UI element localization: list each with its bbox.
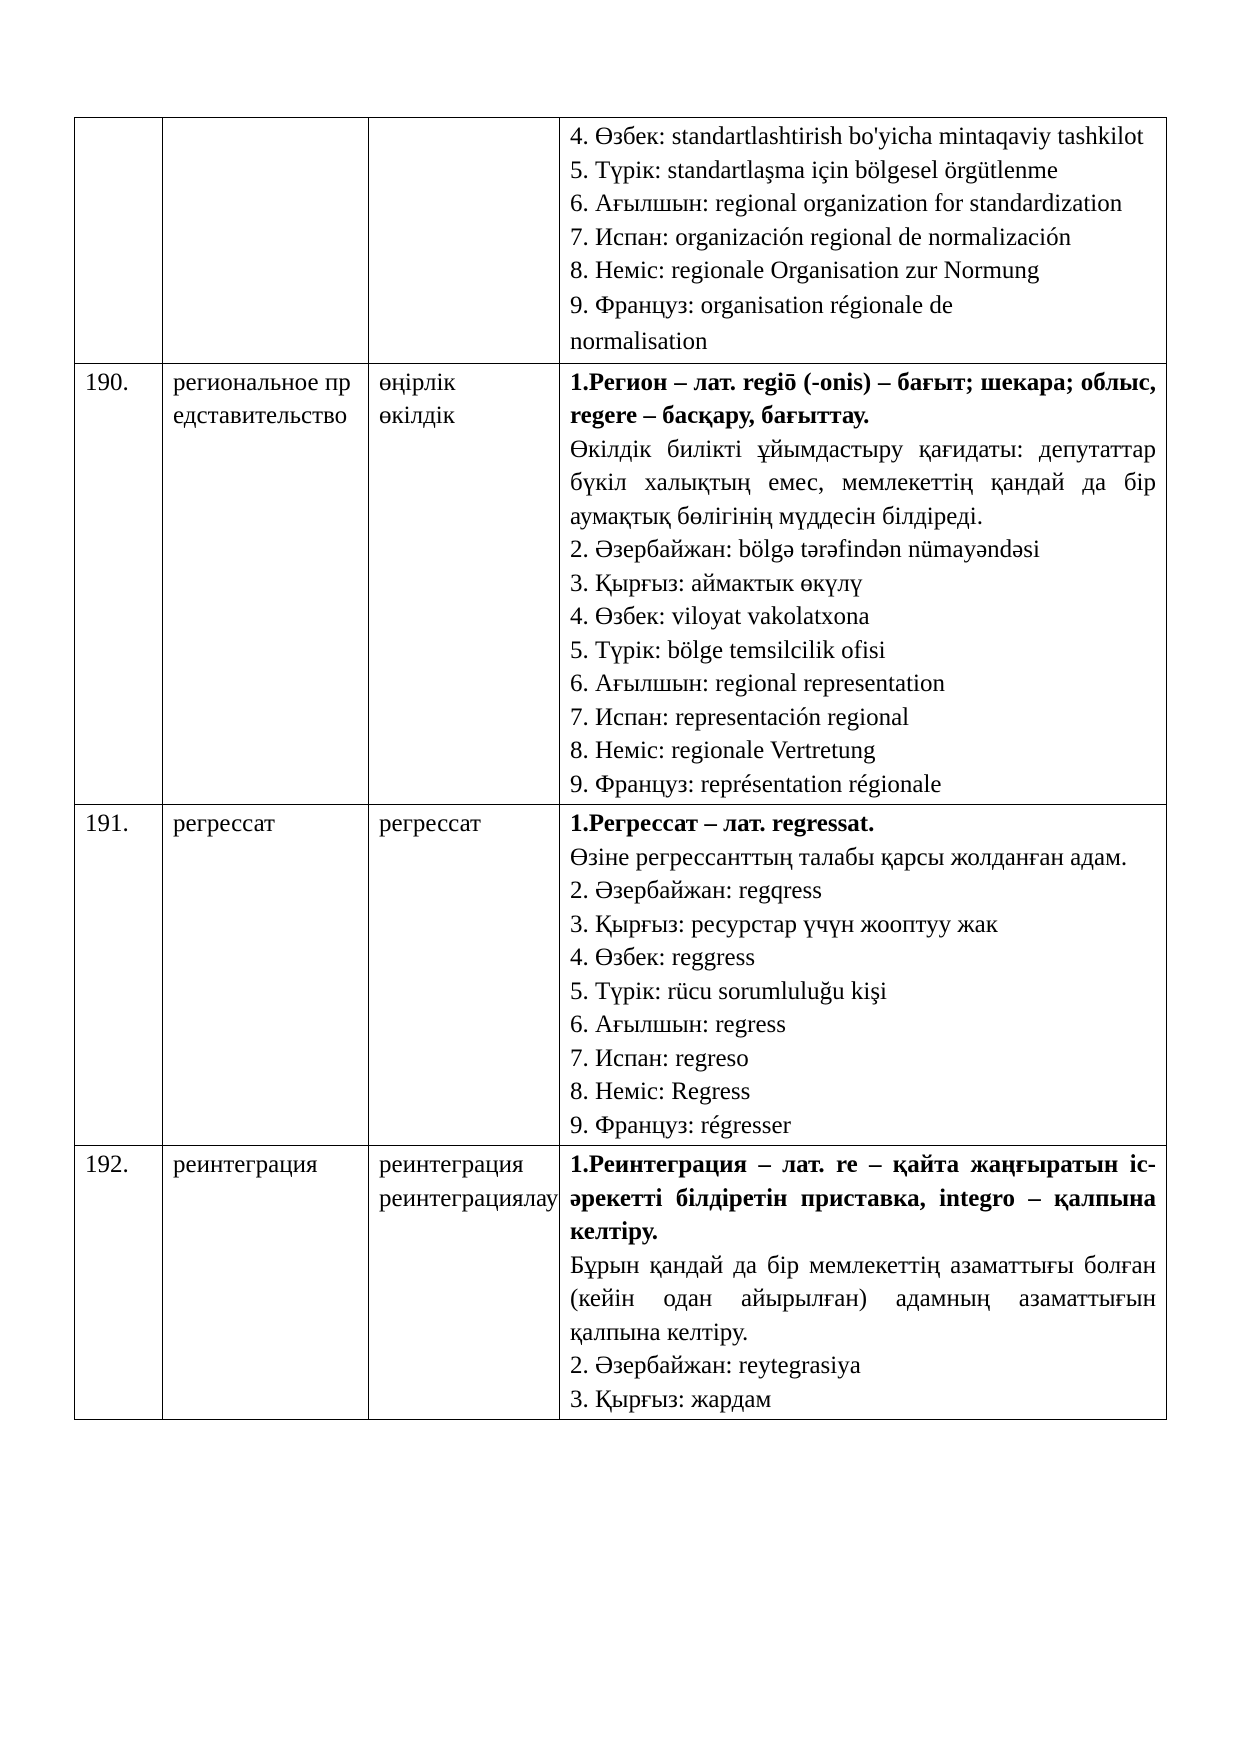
entry-number: [75, 118, 163, 364]
definition-cell: [560, 363, 1167, 805]
table-row: [75, 1146, 1167, 1420]
language-equivalent: 5. Түрік: rücu sorumluluğu kişi: [570, 977, 887, 1005]
etymology-heading: 1.Регрессат – лат. regressat.: [570, 810, 875, 837]
language-equivalent: 2. Әзербайжан: reytegrasiya: [570, 1352, 861, 1379]
language-equivalent: 7. Испан: regreso: [570, 1044, 749, 1072]
language-equivalent: 6. Ағылшын: regional representation: [570, 670, 945, 697]
kazakh-term-line: өкілдік: [379, 402, 455, 429]
language-equivalent: 2. Әзербайжан: regqress: [570, 877, 822, 904]
language-equivalent: 7. Испан: representación regional: [570, 703, 910, 731]
definition-cell: [560, 805, 1167, 1146]
kazakh-term-line: реинтеграциялау: [379, 1184, 559, 1212]
entry-number: 192.: [75, 1146, 163, 1420]
table-row: [75, 118, 1167, 364]
kazakh-term: [369, 363, 560, 805]
entry-number: 191.: [75, 805, 163, 1146]
language-equivalent: 6. Ағылшын: regional organization for standardization: [570, 190, 1123, 217]
dictionary-table: [74, 117, 1167, 1420]
language-equivalent: 9. Француз: organisation régionale de normalisation: [570, 291, 953, 355]
kazakh-term-line: регрессат: [379, 810, 481, 837]
etymology-heading: 1.Реинтеграция – лат. re – қайта жаңғыратын іс-әрекетті білдіретін приставка, integro – қалпына келтіру.: [570, 1151, 1156, 1245]
russian-term: регрессат: [163, 805, 369, 1146]
language-equivalent: 2. Әзербайжан: bölgə tərəfindən nümayəndəsi: [570, 536, 1040, 563]
kazakh-term: [369, 805, 560, 1146]
kazakh-term: [369, 118, 560, 364]
definition-cell: [560, 118, 1167, 364]
table-row: [75, 805, 1167, 1146]
definition-cell: [560, 1146, 1167, 1420]
table-row: [75, 363, 1167, 805]
definition-text: Өкілдік билікті ұйымдастыру қағидаты: депутаттар бүкіл халықтың емес, мемлекеттің қандай да бір аумақтық бөлігінің мүддесін білдіреді.: [570, 435, 1156, 530]
language-equivalent: 9. Француз: représentation régionale: [570, 770, 942, 798]
language-equivalent: 4. Өзбек: viloyat vakolatxona: [570, 603, 870, 630]
kazakh-term: [369, 1146, 560, 1420]
kazakh-term-line: реинтеграция: [379, 1151, 524, 1178]
language-equivalent: 3. Қырғыз: аймактык өкүлү: [570, 569, 863, 597]
entry-number: 190.: [75, 363, 163, 805]
language-equivalent: 3. Қырғыз: ресурстар үчүн жооптуу жак: [570, 910, 998, 938]
definition-text: Бұрын қандай да бір мемлекеттің азаматтығы болған (кейін одан айырылған) адамның азаматтығын қалпына келтіру.: [570, 1251, 1156, 1346]
etymology-heading: 1.Регион – лат. regiō (-onis) – бағыт; шекара; облыс, regere – басқару, бағыттау.: [570, 368, 1156, 429]
language-equivalent: 8. Неміс: Regress: [570, 1078, 751, 1105]
language-equivalent: 6. Ағылшын: regress: [570, 1011, 787, 1038]
language-equivalent: 5. Түрік: standartlaşma için bölgesel örgütlenme: [570, 156, 1058, 184]
language-equivalent: 9. Француз: régresser: [570, 1111, 791, 1139]
language-equivalent: 3. Қырғыз: жардам: [570, 1385, 772, 1413]
russian-term: региональное представительство: [163, 363, 369, 805]
definition-text: Өзіне регрессанттың талабы қарсы жолданған адам.: [570, 843, 1128, 871]
russian-term: [163, 118, 369, 364]
language-equivalent: 4. Өзбек: standartlashtirish bo'yicha mintaqaviy tashkilot: [570, 123, 1144, 150]
kazakh-term-line: өңірлік: [379, 368, 456, 396]
language-equivalent: 8. Неміс: regionale Vertretung: [570, 737, 876, 764]
language-equivalent: 4. Өзбек: reggress: [570, 944, 756, 971]
russian-term: реинтеграция: [163, 1146, 369, 1420]
language-equivalent: 5. Түрік: bölge temsilcilik ofisi: [570, 636, 886, 664]
language-equivalent: 7. Испан: organización regional de normalización: [570, 223, 1072, 251]
language-equivalent: 8. Неміс: regionale Organisation zur Normung: [570, 257, 1040, 284]
